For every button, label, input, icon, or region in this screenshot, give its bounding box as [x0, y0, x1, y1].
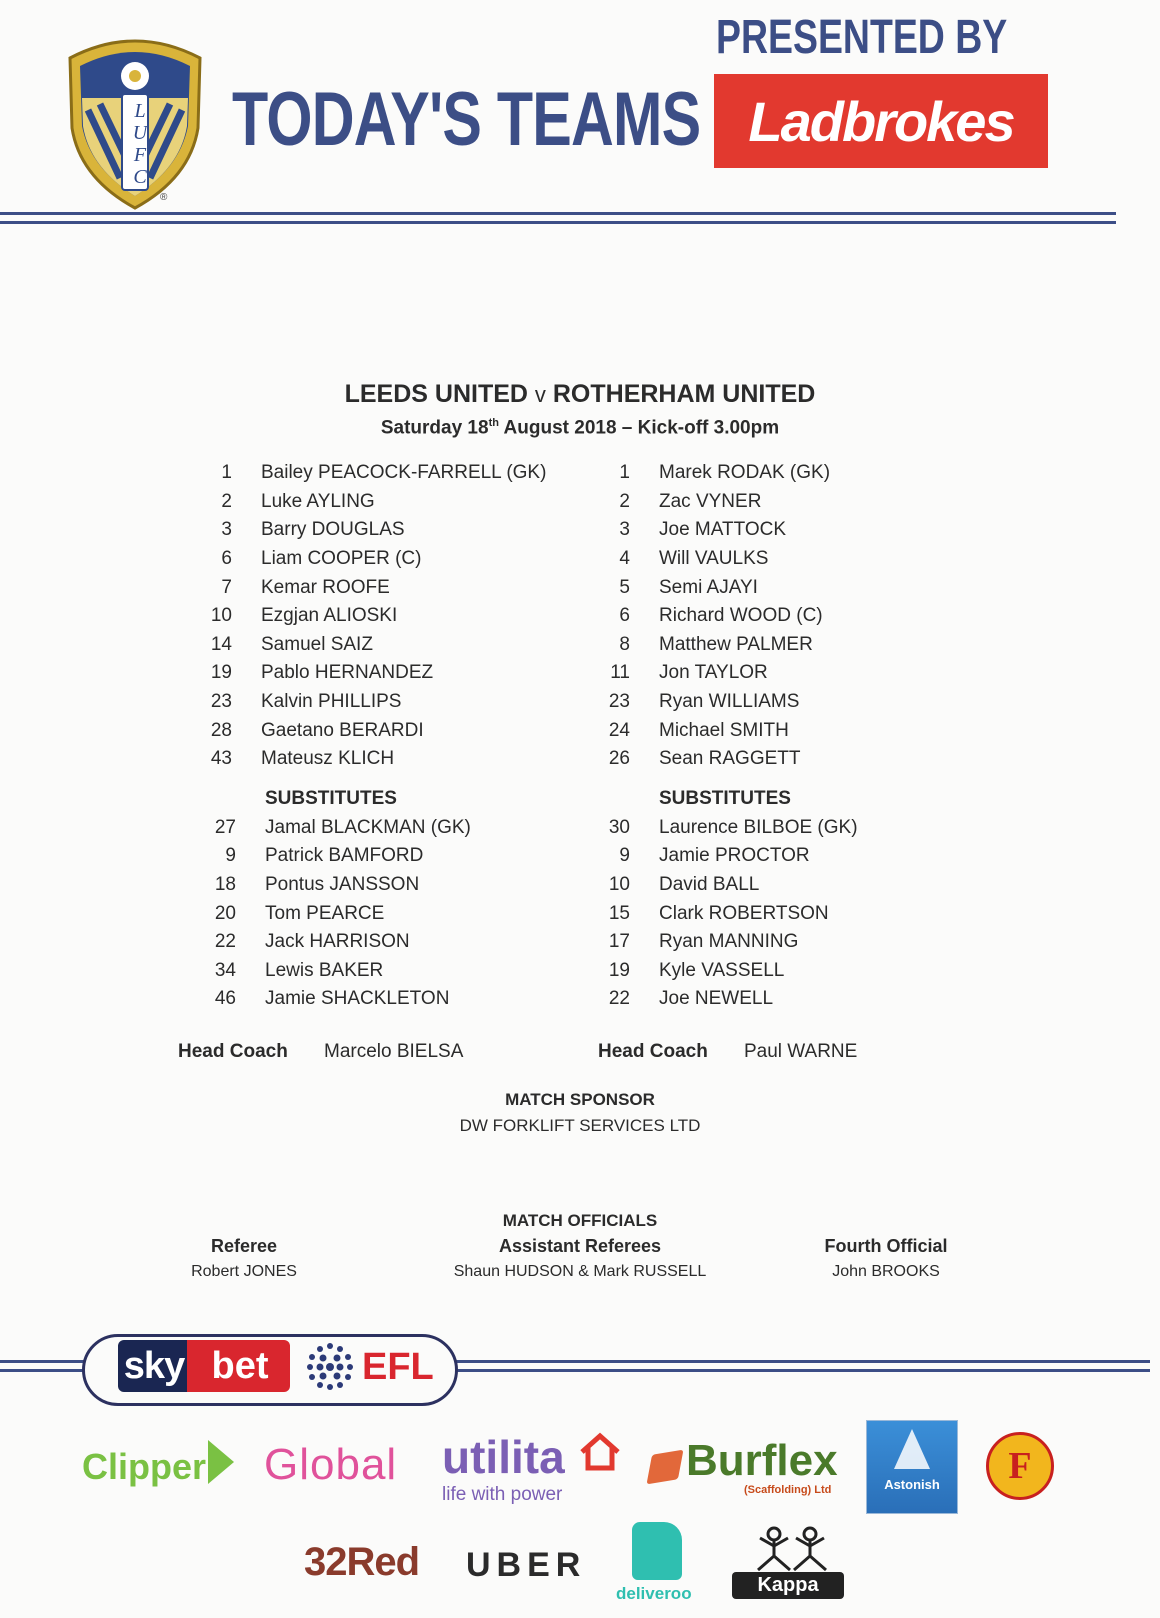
squad-number: 22: [214, 931, 236, 953]
away-player-row: [590, 488, 1070, 517]
assistant-referees-names: Shaun HUDSON & Mark RUSSELL: [453, 1263, 707, 1280]
away-coach-label: Head Coach: [598, 1041, 708, 1062]
player-name: Will VAULKS: [659, 548, 769, 570]
player-name: Clark ROBERTSON: [659, 902, 829, 924]
utilita-house-icon: [578, 1432, 622, 1472]
squad-number: 22: [608, 988, 630, 1010]
skybet-sky-text: sky: [123, 1344, 185, 1387]
away-player-row: [590, 459, 1070, 488]
away-sub-row: [590, 985, 1070, 1014]
squad-number: 43: [210, 748, 232, 770]
player-name: Luke AYLING: [261, 490, 375, 512]
player-name: Laurence BILBOE (GK): [659, 816, 858, 838]
squad-number: 6: [619, 605, 630, 627]
deliveroo-logo: deliveroo: [616, 1584, 692, 1603]
player-name: Ryan WILLIAMS: [659, 691, 800, 713]
squad-number: 18: [214, 874, 236, 896]
player-name: Jamal BLACKMAN (GK): [265, 816, 471, 838]
player-name: Kalvin PHILLIPS: [261, 691, 402, 713]
squad-number: 23: [210, 691, 232, 713]
assistant-referees-block: [420, 1236, 740, 1281]
player-name: Barry DOUGLAS: [261, 519, 405, 541]
squad-number: 19: [210, 662, 232, 684]
squad-number: 17: [608, 931, 630, 953]
squad-number: 11: [610, 662, 630, 684]
astonish-a-icon: [894, 1429, 930, 1469]
squad-number: 23: [608, 691, 630, 713]
player-name: Kemar ROOFE: [261, 576, 390, 598]
uber-logo: UBER: [466, 1546, 587, 1584]
match-sponsor-label: MATCH SPONSOR: [505, 1090, 655, 1109]
header-divider-top: [0, 212, 1116, 215]
squad-number: 19: [608, 959, 630, 981]
home-subs-heading: SUBSTITUTES: [265, 788, 397, 810]
away-player-row: [590, 573, 1070, 602]
away-sub-row: [590, 899, 1070, 928]
player-name: Tom PEARCE: [265, 902, 385, 924]
astonish-logo: [866, 1420, 958, 1514]
away-player-row: [590, 545, 1070, 574]
header-divider-bottom: [0, 221, 1116, 224]
player-name: Kyle VASSELL: [659, 959, 785, 981]
deliveroo-kangaroo-icon: [632, 1522, 682, 1580]
versus-label: v: [534, 382, 546, 407]
squad-number: 20: [214, 902, 236, 924]
squad-number: 34: [214, 959, 236, 981]
squad-number: 9: [619, 845, 630, 867]
clipper-arrow-icon: [208, 1440, 234, 1484]
home-coach-name: Marcelo BIELSA: [324, 1041, 464, 1062]
squad-number: 7: [221, 576, 232, 598]
player-name: Zac VYNER: [659, 490, 762, 512]
away-coach-name: Paul WARNE: [744, 1041, 858, 1062]
away-player-row: [590, 659, 1070, 688]
player-name: Sean RAGGETT: [659, 748, 801, 770]
away-player-row: [590, 516, 1070, 545]
match-sponsor-name: DW FORKLIFT SERVICES LTD: [459, 1116, 701, 1135]
assistant-referees-label: Assistant Referees: [498, 1236, 662, 1256]
squad-number: 3: [619, 519, 630, 541]
squad-number: 27: [214, 816, 236, 838]
squad-number: 30: [608, 816, 630, 838]
squad-number: 24: [608, 719, 630, 741]
home-team-name: LEEDS UNITED: [344, 380, 528, 408]
player-name: Matthew PALMER: [659, 633, 813, 655]
registered-mark: ®: [160, 192, 168, 203]
squad-number: 10: [210, 605, 232, 627]
player-name: Patrick BAMFORD: [265, 845, 424, 867]
squad-number: 8: [619, 633, 630, 655]
away-player-row: [590, 716, 1070, 745]
referee-block: [84, 1236, 404, 1281]
fourth-official-name: John BROOKS: [832, 1263, 940, 1280]
player-name: Joe MATTOCK: [659, 519, 787, 541]
date-text: Saturday 18: [380, 417, 489, 439]
squad-number: 2: [619, 490, 630, 512]
away-starting-list: [590, 459, 1070, 774]
player-name: Lewis BAKER: [265, 959, 384, 981]
away-subs-list: [590, 814, 1070, 1014]
crest-lettering: LUFC: [132, 100, 148, 188]
player-name: Ezgjan ALIOSKI: [261, 605, 398, 627]
away-player-row: [590, 688, 1070, 717]
player-name: Jamie PROCTOR: [659, 845, 810, 867]
player-name: Ryan MANNING: [659, 931, 799, 953]
player-name: Gaetano BERARDI: [261, 719, 424, 741]
away-head-coach: [598, 1041, 857, 1063]
global-logo: Global: [264, 1440, 398, 1489]
efl-ball-icon: [304, 1340, 356, 1392]
fosters-logo: [986, 1432, 1054, 1500]
squad-number: 5: [619, 576, 630, 598]
player-name: Marek RODAK (GK): [659, 462, 831, 484]
fourth-official-label: Fourth Official: [824, 1236, 948, 1256]
referee-name: Robert JONES: [191, 1263, 297, 1280]
kappa-logo: Kappa: [732, 1572, 844, 1599]
away-player-row: [590, 745, 1070, 774]
fixture-title: [0, 380, 1160, 409]
home-coach-label: Head Coach: [178, 1041, 288, 1062]
away-sub-row: [590, 928, 1070, 957]
squad-number: 10: [608, 874, 630, 896]
utilita-tagline: life with power: [442, 1484, 563, 1505]
kappa-omini-icon: [744, 1526, 840, 1572]
squad-number: 4: [619, 548, 630, 570]
match-officials-label: MATCH OFFICIALS: [502, 1211, 658, 1230]
kickoff-text: August 2018 – Kick-off 3.00pm: [498, 417, 780, 439]
player-name: Michael SMITH: [659, 719, 789, 741]
away-sub-row: [590, 957, 1070, 986]
away-team-column: [590, 459, 1070, 774]
squad-number: 14: [210, 633, 232, 655]
referee-label: Referee: [210, 1236, 278, 1256]
away-sub-row: [590, 814, 1070, 843]
player-name: Mateusz KLICH: [261, 748, 395, 770]
date-ordinal: th: [488, 417, 499, 429]
squad-number: 9: [225, 845, 236, 867]
squad-number: 46: [214, 988, 236, 1010]
match-sponsor: [0, 1090, 1160, 1136]
player-name: Jamie SHACKLETON: [265, 988, 450, 1010]
player-name: Jon TAYLOR: [659, 662, 768, 684]
player-name: Joe NEWELL: [659, 988, 774, 1010]
squad-number: 6: [221, 548, 232, 570]
player-name: Pablo HERNANDEZ: [261, 662, 434, 684]
fosters-f-text: F: [1008, 1445, 1032, 1487]
player-name: David BALL: [659, 874, 760, 896]
player-name: Pontus JANSSON: [265, 874, 420, 896]
burflex-icon: [647, 1450, 684, 1485]
away-sub-row: [590, 842, 1070, 871]
squad-number: 2: [221, 490, 232, 512]
clipper-logo: Clipper: [82, 1446, 207, 1487]
player-name: Bailey PEACOCK-FARRELL (GK): [261, 462, 547, 484]
player-name: Samuel SAIZ: [261, 633, 373, 655]
skybet-bet-text: bet: [211, 1344, 269, 1387]
astonish-text: Astonish: [884, 1477, 940, 1492]
away-sub-row: [590, 871, 1070, 900]
squad-number: 1: [221, 462, 232, 484]
utilita-logo: utilita: [442, 1431, 565, 1483]
player-name: Semi AJAYI: [659, 576, 758, 598]
32red-logo: 32Red: [304, 1540, 420, 1584]
squad-number: 26: [608, 748, 630, 770]
squad-number: 1: [619, 462, 630, 484]
burflex-tagline: (Scaffolding) Ltd: [744, 1484, 832, 1496]
squad-number: 28: [210, 719, 232, 741]
home-head-coach: [178, 1041, 463, 1063]
skybet-logo: [118, 1340, 290, 1392]
player-name: Liam COOPER (C): [261, 548, 422, 570]
away-player-row: [590, 631, 1070, 660]
efl-logo: EFL: [362, 1346, 434, 1388]
match-date: [0, 417, 1160, 439]
page-title: TODAY'S TEAMS: [232, 77, 701, 162]
match-officials-heading: [0, 1211, 1160, 1231]
player-name: Richard WOOD (C): [659, 605, 823, 627]
burflex-logo: Burflex: [686, 1436, 838, 1485]
presented-by-label: PRESENTED BY: [716, 11, 1008, 64]
ladbrokes-logo: Ladbrokes: [714, 74, 1048, 168]
player-name: Jack HARRISON: [265, 931, 410, 953]
away-subs-column: [590, 785, 1070, 1014]
fourth-official-block: [726, 1236, 1046, 1281]
away-subs-heading: SUBSTITUTES: [659, 788, 791, 810]
away-team-name: ROTHERHAM UNITED: [552, 380, 816, 408]
squad-number: 3: [221, 519, 232, 541]
away-player-row: [590, 602, 1070, 631]
squad-number: 15: [608, 902, 630, 924]
